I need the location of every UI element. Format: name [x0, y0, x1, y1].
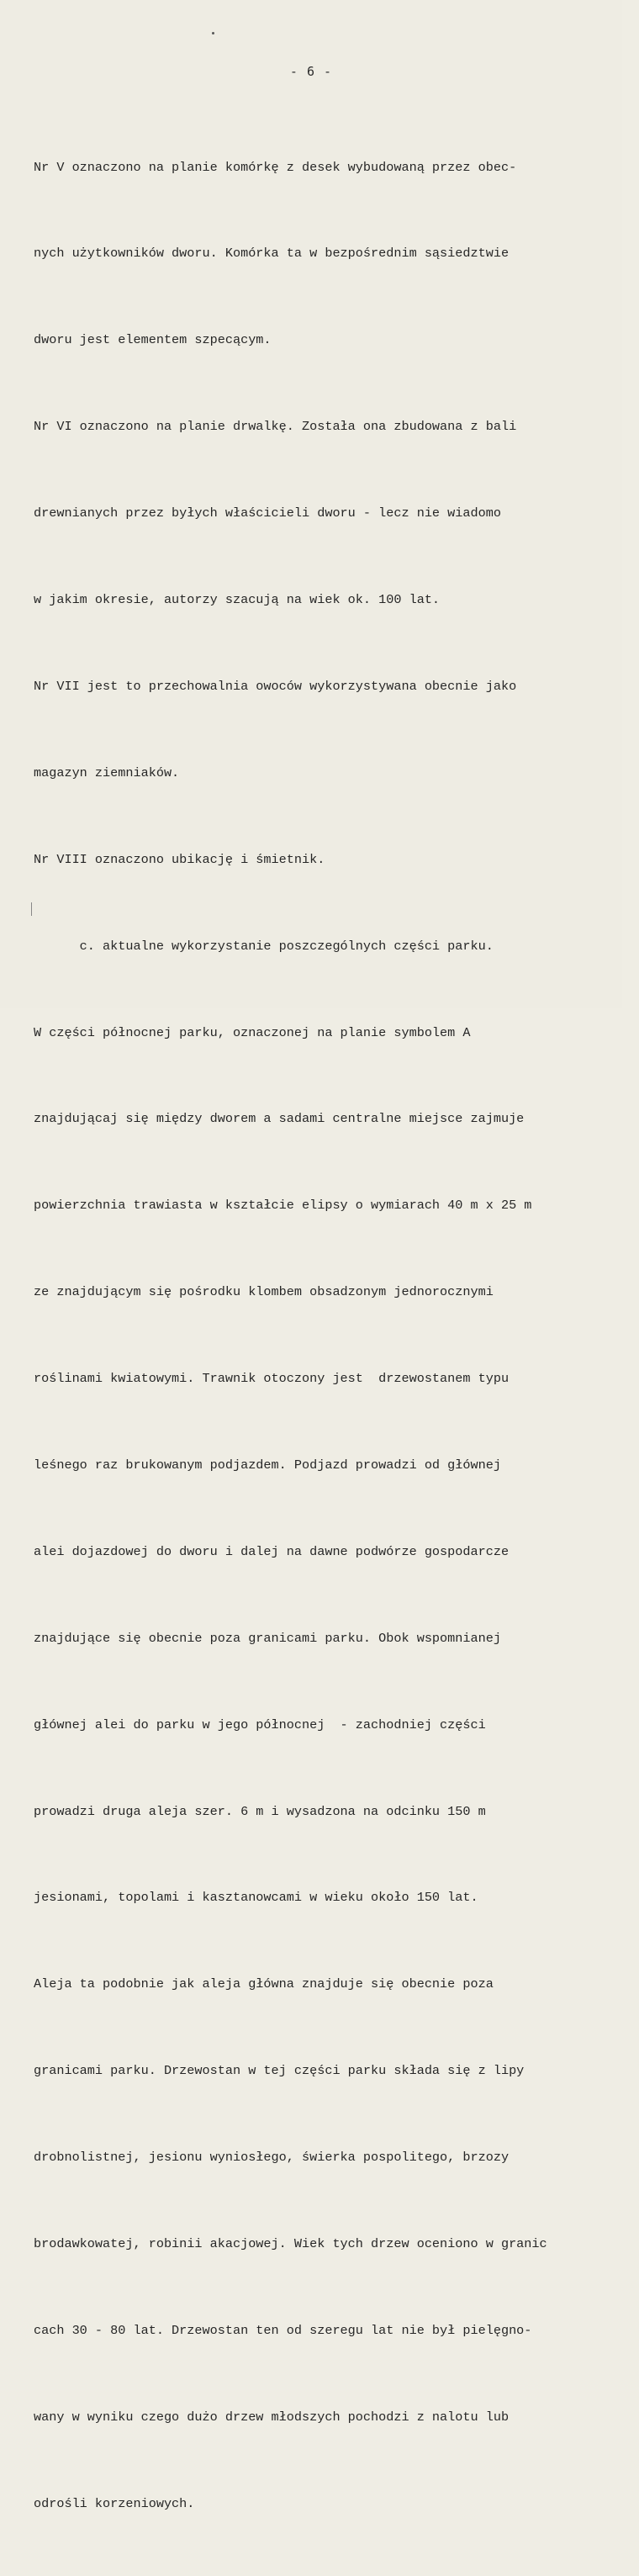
text-line: alei dojazdowej do dworu i dalej na dawne podwórze gospodarcze [34, 1543, 510, 1559]
text-line: Aleja ta podobnie jak aleja główna znajduje się obecnie poza [34, 1976, 494, 1992]
text-line: Nr V oznaczono na planie komórkę z desek wybudowaną przez obec- [34, 159, 517, 175]
text-line: wany w wyniku czego dużo drzew młodszych pochodzi z nalotu lub [34, 2409, 510, 2425]
text-line: prowadzi druga aleja szer. 6 m i wysadzona na odcinku 150 m [34, 1803, 486, 1819]
text-line: drobnolistnej, jesionu wyniosłego, świerka pospolitego, brzozy [34, 2150, 510, 2166]
text-line: dworu jest elementem szpecącym. [34, 332, 272, 348]
text-line: cach 30 - 80 lat. Drzewostan ten od szeregu lat nie był pielęgno- [34, 2322, 532, 2338]
text-line: roślinami kwiatowymi. Trawnik otoczony jest drzewostanem typu [34, 1371, 510, 1387]
page-number: - 6 - [289, 64, 333, 79]
margin-mark [31, 902, 32, 916]
text-line: brodawkowatej, robinii akacjowej. Wiek tych drzew oceniono w granic [34, 2235, 547, 2251]
text-line: nych użytkowników dworu. Komórka ta w bezpośrednim sąsiedztwie [34, 246, 510, 262]
text-line: głównej alei do parku w jego północnej - zachodniej części [34, 1716, 486, 1732]
text-line: jesionami, topolami i kasztanowcami w wieku około 150 lat. [34, 1890, 478, 1906]
text-line: ze znajdującym się pośrodku klombem obsadzonym jednorocznymi [34, 1284, 494, 1300]
ink-speck [212, 32, 214, 34]
text-line: powierzchnia trawiasta w kształcie elipsy o wymiarach 40 m x 25 m [34, 1198, 532, 1214]
text-line: znajdującaj się między dworem a sadami centralne miejsce zajmuje [34, 1111, 525, 1127]
text-line: granicami parku. Drzewostan w tej części parku składa się z lipy [34, 2063, 525, 2079]
text-line: znajdujące się obecnie poza granicami parku. Obok wspomnianej [34, 1630, 501, 1646]
text-line: Nr VIII oznaczono ubikację i śmietnik. [34, 851, 325, 867]
text-line: magazyn ziemniaków. [34, 764, 180, 780]
typed-text-body [34, 95, 639, 2576]
text-line: odrośli korzeniowych. [34, 2495, 195, 2511]
text-line: Nr VI oznaczono na planie drwalkę. Została ona zbudowana z bali [34, 419, 517, 435]
text-line: leśnego raz brukowanym podjazdem. Podjazd prowadzi od głównej [34, 1457, 501, 1473]
text-line: W części północnej parku, oznaczonej na planie symbolem A [34, 1024, 471, 1040]
text-line: Nr VII jest to przechowalnia owoców wykorzystywana obecnie jako [34, 678, 517, 694]
text-line: drewnianych przez byłych właścicieli dworu - lecz nie wiadomo [34, 505, 501, 521]
text-line: w jakim okresie, autorzy szacują na wiek ok. 100 lat. [34, 592, 441, 608]
section-heading: c. aktualne wykorzystanie poszczególnych części parku. [34, 938, 494, 954]
